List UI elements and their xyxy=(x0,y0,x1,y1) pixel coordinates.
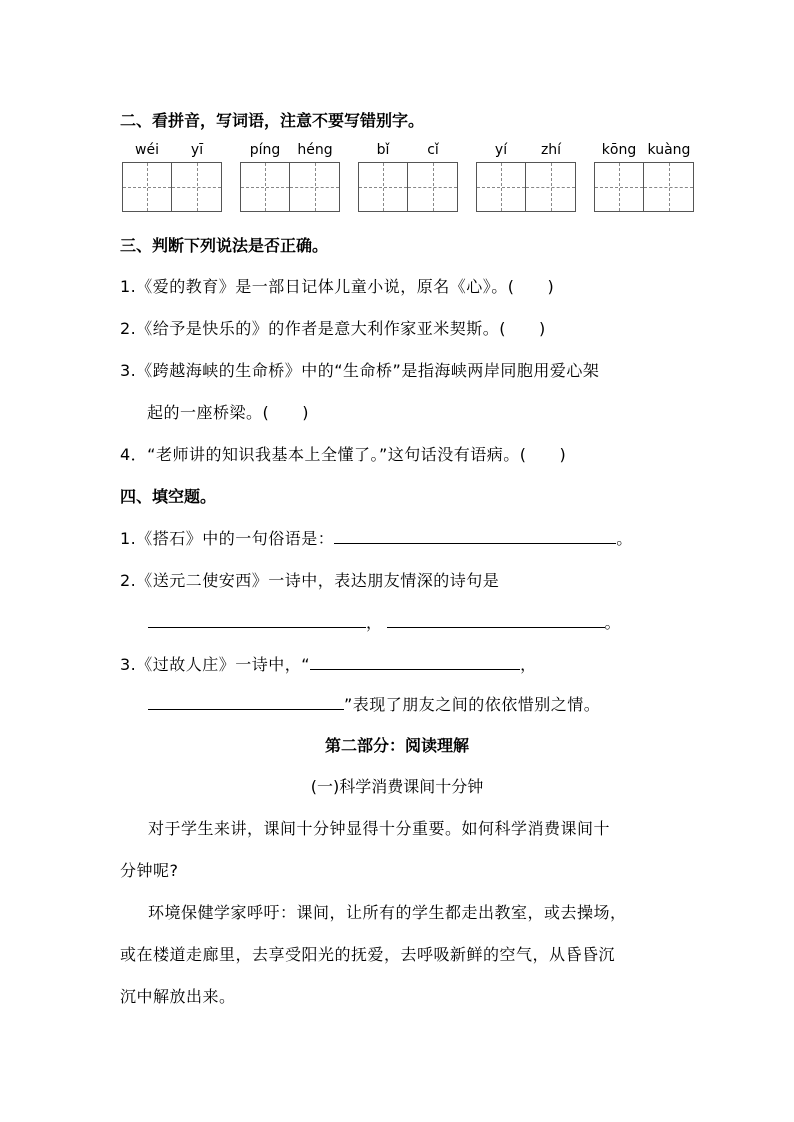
section4-title: 四、填空题。 xyxy=(120,487,217,506)
answer-blank[interactable] xyxy=(148,693,344,710)
writing-box[interactable] xyxy=(358,162,408,212)
pinyin-label: wéi xyxy=(135,142,159,158)
pinyin-label: zhí xyxy=(540,142,562,158)
passage-paragraph-1-line-1: 对于学生来讲，课间十分钟显得十分重要。如何科学消费课间十 xyxy=(148,819,611,838)
judgment-item-3: 3.《跨越海峡的生命桥》中的“生命桥”是指海峡两岸同胞用爱心架 xyxy=(120,361,600,380)
passage-title: (一)科学消费课间十分钟 xyxy=(310,777,484,796)
pinyin-label: cǐ xyxy=(427,142,439,158)
writing-box[interactable] xyxy=(408,162,458,212)
writing-box[interactable] xyxy=(644,162,694,212)
question-text: 1.《搭石》中的一句俗语是： xyxy=(120,529,335,548)
section2-title: 二、看拼音，写词语，注意不要写错别字。 xyxy=(120,111,425,130)
judgment-item-1: 1.《爱的教育》是一部日记体儿童小说，原名《心》。( ) xyxy=(120,277,555,296)
fill-question-3 xyxy=(120,652,537,675)
question-text: ”表现了朋友之间的依依惜别之情。 xyxy=(344,695,601,714)
pinyin-group-4 xyxy=(476,140,578,216)
passage-paragraph-2-line-3: 沉中解放出来。 xyxy=(120,987,236,1006)
punctuation: ， xyxy=(520,655,537,674)
pinyin-label: héng xyxy=(297,142,333,158)
part2-title: 第二部分：阅读理解 xyxy=(324,736,469,755)
pinyin-label: bǐ xyxy=(376,142,390,158)
question-text: 3.《过故人庄》一诗中，“ xyxy=(120,655,311,674)
passage-paragraph-2-line-2: 或在楼道走廊里，去享受阳光的抚爱，去呼吸新鲜的空气，从昏昏沉 xyxy=(120,945,616,964)
passage-paragraph-1-line-2: 分钟呢? xyxy=(120,861,179,880)
pinyin-group-3 xyxy=(358,140,460,216)
answer-blank[interactable] xyxy=(310,653,520,670)
section3-title: 三、判断下列说法是否正确。 xyxy=(120,236,329,255)
punctuation: ， xyxy=(366,613,383,632)
fill-question-3-cont xyxy=(148,692,600,715)
writing-box[interactable] xyxy=(594,162,644,212)
answer-blank[interactable] xyxy=(334,527,616,544)
pinyin-group-1 xyxy=(122,140,224,216)
writing-box[interactable] xyxy=(172,162,222,212)
pinyin-group-5 xyxy=(594,140,696,216)
punctuation: 。 xyxy=(604,613,622,632)
writing-box[interactable] xyxy=(290,162,340,212)
pinyin-label: yí xyxy=(494,142,508,158)
judgment-item-2: 2.《给予是快乐的》的作者是意大利作家亚米契斯。( ) xyxy=(120,319,546,338)
pinyin-group-2 xyxy=(240,140,342,216)
passage-paragraph-2-line-1: 环境保健学家呼吁：课间，让所有的学生都走出教室，或去操场， xyxy=(148,903,627,922)
writing-box[interactable] xyxy=(526,162,576,212)
fill-question-2-answers xyxy=(148,610,621,633)
judgment-item-4: 4．“老师讲的知识我基本上全懂了。”这句话没有语病。( ) xyxy=(120,445,567,464)
fill-question-1 xyxy=(120,526,633,549)
pinyin-label: kōng xyxy=(601,142,637,158)
pinyin-label: yī xyxy=(190,142,204,158)
punctuation: 。 xyxy=(616,529,633,548)
writing-box[interactable] xyxy=(476,162,526,212)
writing-box[interactable] xyxy=(122,162,172,212)
answer-blank[interactable] xyxy=(387,611,605,628)
answer-blank[interactable] xyxy=(148,611,366,628)
fill-question-2: 2.《送元二使安西》一诗中，表达朋友情深的诗句是 xyxy=(120,571,500,590)
pinyin-label: píng xyxy=(249,142,281,158)
pinyin-label: kuàng xyxy=(647,142,691,158)
writing-box[interactable] xyxy=(240,162,290,212)
judgment-item-3-cont: 起的一座桥梁。( ) xyxy=(147,403,309,422)
